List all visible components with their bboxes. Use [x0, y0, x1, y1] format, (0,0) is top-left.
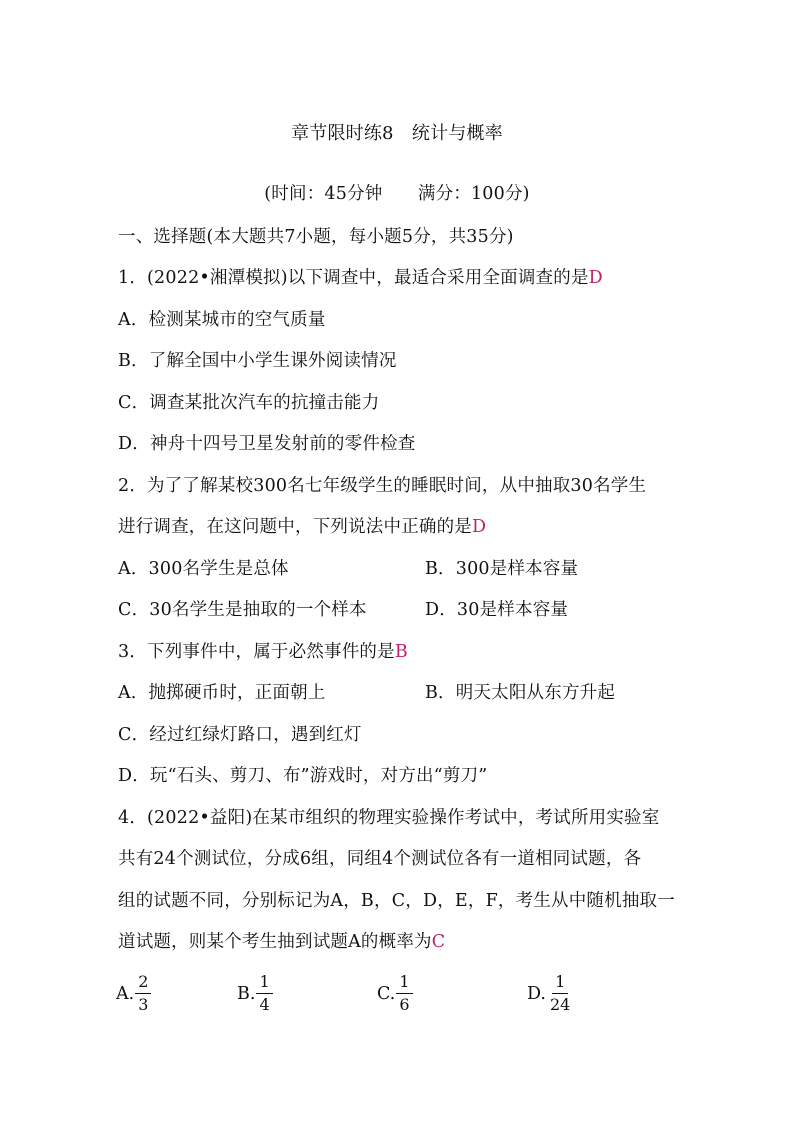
question-2-option-c: C．30名学生是抽取的一个样本: [118, 600, 367, 620]
question-4-options: [0, 972, 794, 1020]
question-4-option-d: [527, 972, 573, 1015]
question-3-option-c: C．经过红绿灯路口，遇到红灯: [118, 725, 362, 745]
question-3-option-b: B．明天太阳从东方升起: [425, 683, 616, 703]
question-1-option-d: D．神舟十四号卫星发射前的零件检查: [118, 434, 416, 454]
option-label: C.: [377, 983, 396, 1004]
question-3-answer: B: [394, 642, 408, 662]
fraction-numerator: 1: [396, 972, 412, 994]
fraction-numerator: 1: [256, 972, 272, 994]
question-3-option-a: A．抛掷硬币时，正面朝上: [118, 683, 326, 703]
question-3-stem: [118, 640, 408, 664]
question-2-option-b: B．300是样本容量: [425, 559, 579, 579]
question-4-stem-line-2: 共有24个测试位，分成6组，同组4个测试位各有一道相同试题，各: [118, 849, 642, 869]
question-4-answer: C: [431, 932, 446, 952]
question-4-option-a: [116, 972, 151, 1015]
question-1-stem: [118, 266, 603, 290]
question-4-option-b: [237, 972, 273, 1015]
option-label: D.: [527, 983, 546, 1004]
question-3-text: 3．下列事件中，属于必然事件的是: [118, 642, 395, 662]
question-2-stem-line-2: [118, 515, 486, 539]
question-1-option-b: B．了解全国中小学生课外阅读情况: [118, 351, 397, 371]
question-1-option-a: A．检测某城市的空气质量: [118, 310, 326, 330]
page-subtitle: (时间：45分钟 满分：100分): [264, 184, 530, 204]
fraction: [135, 972, 151, 1015]
page-title: 章节限时练8 统计与概率: [291, 123, 503, 144]
question-4-stem-line-4: [118, 930, 445, 954]
question-2-option-d: D．30是样本容量: [425, 600, 569, 620]
fraction-numerator: 2: [135, 972, 151, 994]
question-1-option-c: C．调查某批次汽车的抗撞击能力: [118, 393, 380, 413]
question-4-text: 道试题，则某个考生抽到试题A的概率为: [118, 932, 432, 952]
fraction-denominator: 6: [399, 995, 410, 1014]
question-2-answer: D: [472, 517, 487, 537]
question-4-stem-line-1: 4．(2022•益阳)在某市组织的物理实验操作考试中，考试所用实验室: [118, 808, 660, 828]
question-1-answer: D: [588, 268, 603, 288]
fraction-denominator: 24: [549, 995, 571, 1014]
question-1-text: 1．(2022•湘潭模拟)以下调查中，最适合采用全面调查的是: [118, 268, 589, 288]
fraction: [547, 972, 573, 1015]
question-2-text: 进行调查，在这问题中，下列说法中正确的是: [118, 517, 472, 537]
question-2-option-a: A．300名学生是总体: [118, 559, 289, 579]
fraction-denominator: 4: [259, 995, 270, 1014]
question-4-stem-line-3: 组的试题不同，分别标记为A，B，C，D，E，F，考生从中随机抽取一: [118, 891, 675, 911]
fraction: [396, 972, 412, 1015]
fraction-denominator: 3: [138, 995, 149, 1014]
question-2-stem-line-1: 2．为了了解某校300名七年级学生的睡眠时间，从中抽取30名学生: [118, 476, 647, 496]
option-label: A.: [116, 983, 135, 1004]
section-heading: 一、选择题(本大题共7小题，每小题5分，共35分): [118, 227, 514, 247]
fraction-numerator: 1: [552, 972, 568, 994]
question-4-option-c: [377, 972, 413, 1015]
option-label: B.: [237, 983, 256, 1004]
fraction: [256, 972, 272, 1015]
question-3-option-d: D．玩“石头、剪刀、布”游戏时，对方出“剪刀”: [118, 766, 488, 786]
